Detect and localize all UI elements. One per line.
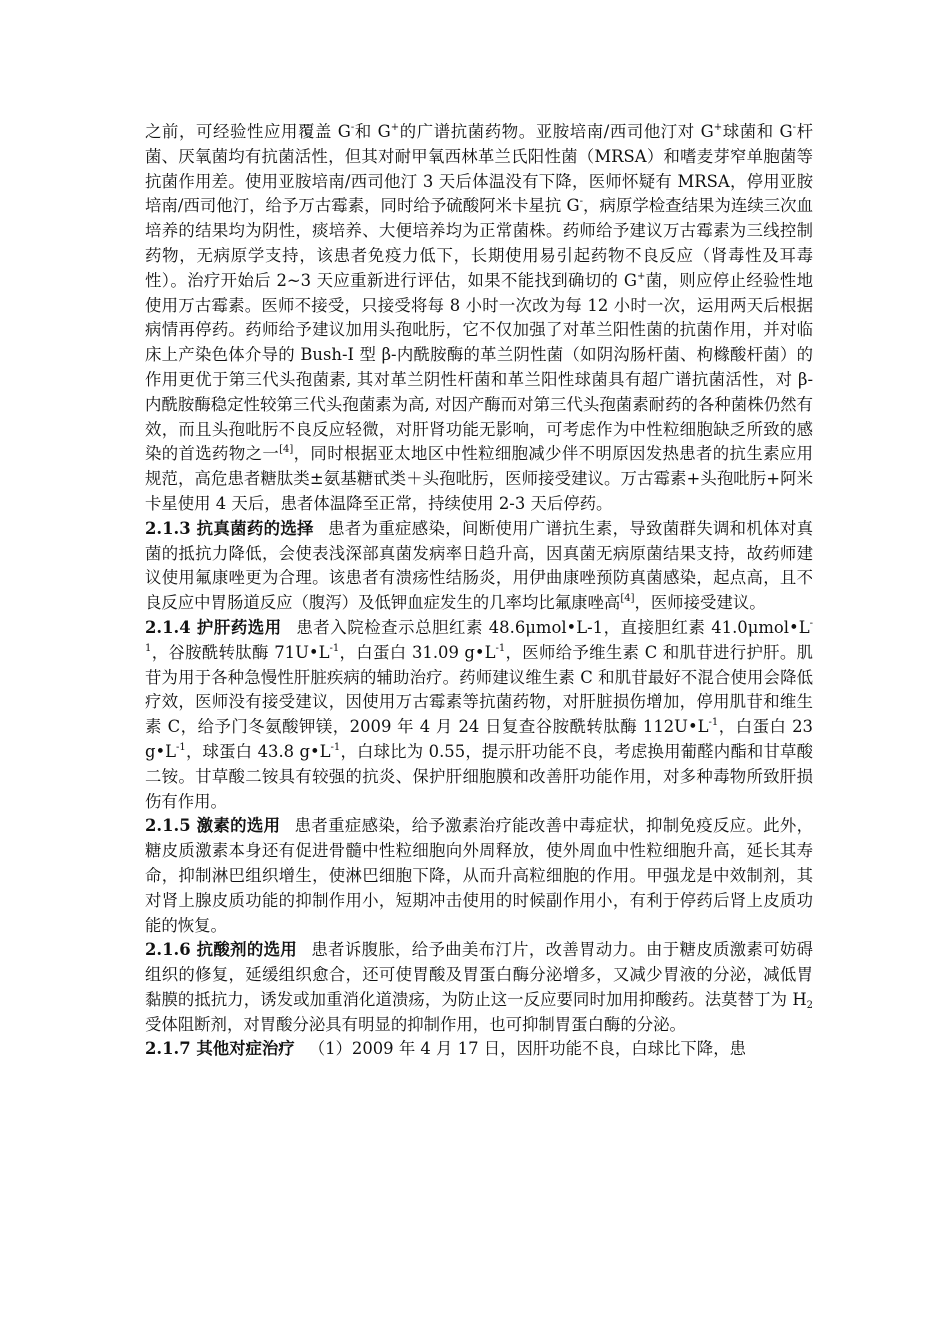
text-run: 患者诉腹胀，给予曲美布汀片，改善胃动力。由于糖皮质激素可妨碍组织的修复，延缓组织愈合，还可使胃酸及胃蛋白酶分泌增多，又减少胃液的分泌，减低胃黏膜的抵抗力，诱发或加重消化道溃疡，为防止这一反应要同时加用抑酸药。法莫替丁为 H bbox=[145, 940, 813, 1009]
text-run: ，球蛋白 43.8 g•L bbox=[185, 741, 331, 761]
text-run: ，医师给予维生素 C 和肌苷进行护肝。肌苷为用于各种急慢性肝脏疾病的辅助治疗。药师建议维生素 C 和肌苷最好不混合使用会降低疗效，医师没有接受建议，因使用万古霉素等抗菌药物，对肝脏损伤增加，停用肌苷和维生素 C，给予门冬氨酸钾镁，2009 年 4 月 24 日复查谷胺酰转肽酶 112U•L bbox=[145, 642, 814, 737]
superscript: + bbox=[637, 270, 646, 282]
superscript: - bbox=[350, 122, 355, 133]
text-run: （1）2009 年 4 月 17 日，因肝功能不良，白球比下降，患 bbox=[308, 1039, 746, 1059]
superscript: -1 bbox=[330, 741, 341, 753]
paragraph-antibiotic-continuation bbox=[145, 120, 813, 517]
text-run: 球菌和 G bbox=[722, 122, 793, 141]
section-heading: 2.1.6 抗酸剂的选用 bbox=[145, 940, 298, 960]
superscript: -1 bbox=[708, 717, 719, 729]
text-run: 患者重症感染，给予激素治疗能改善中毒症状，抑制免疫反应。此外，糖皮质激素本身还有促进骨髓中性粒细胞向外周释放，使外周血中性粒细胞升高，延长其寿命，抑制淋巴组织增生，使淋巴细胞下降，从而升高粒细胞的作用。甲强龙是中效制剂，其对肾上腺皮质功能的抑制作用小，短期冲击使用的时候副作用小，有利于停药后肾上皮质功能的恢复。 bbox=[145, 816, 813, 935]
document-page bbox=[145, 120, 813, 1062]
text-run: 患者入院检查示总胆红素 48.6μmol•L-1，直接胆红素 41.0μmol•L bbox=[295, 617, 810, 637]
text-run: 的广谱抗菌药物。亚胺培南/西司他汀对 G bbox=[399, 122, 714, 141]
section-heading: 2.1.5 激素的选用 bbox=[145, 816, 281, 836]
superscript: -1 bbox=[145, 617, 813, 654]
text-run: 患者为重症感染，间断使用广谱抗生素，导致菌群失调和机体对真菌的抵抗力降低，会使表浅深部真菌发病率日趋升高，因真菌无病原菌结果支持，故药师建议使用氟康唑更为合理。该患者有溃疡性结肠炎，用伊曲康唑预防真菌感染，起点高，且不良反应中胃肠道反应（腹泻）及低钾血症发生的几率均比氟康唑高 bbox=[145, 518, 813, 613]
citation-ref: [4] bbox=[279, 444, 294, 456]
superscript: -1 bbox=[495, 642, 506, 654]
section-heading: 2.1.3 抗真菌药的选择 bbox=[145, 518, 314, 538]
section-2-1-6 bbox=[145, 938, 813, 1037]
subscript: 2 bbox=[806, 999, 813, 1011]
superscript: + bbox=[390, 122, 400, 133]
superscript: - bbox=[579, 196, 583, 208]
text-run: 菌，则应停止经验性地使用万古霉素。医师不接受，只接受将每 8 小时一次改为每 12 小时一次，运用两天后根据病情再停药。药师给予建议加用头孢吡肟，它不仅加强了对革兰阳性菌的抗菌作用，并对临床上产染色体介导的 Bush-I 型 β-内酰胺酶的革兰阴性菌（如阴沟肠杆菌、枸橼酸杆菌）的作用更优于第三代头孢菌素, 其对革兰阴性杆菌和革兰阳性球菌具有超广谱抗菌活性，对 β-内酰胺酶稳定性较第三代头孢菌素为高, 对因产酶而对第三代头孢菌素耐药的各种菌株仍然有效，而且头孢吡肟不良反应轻微，对肝肾功能无影响，可考虑作为中性粒细胞缺乏所致的感染的首选药物之一 bbox=[145, 270, 813, 464]
superscript: + bbox=[713, 122, 723, 133]
text-run: 之前，可经验性应用覆盖 G bbox=[145, 122, 351, 141]
section-2-1-7 bbox=[145, 1037, 813, 1062]
section-2-1-3 bbox=[145, 517, 813, 616]
text-run: ，医师接受建议。 bbox=[634, 593, 766, 613]
text-run: 杆菌、厌氧菌均有抗菌活性，但其对耐甲氧西林革兰氏阳性菌（MRSA）和嗜麦芽窄单胞菌等抗菌作用差。使用亚胺培南/西司他汀 3 天后体温没有下降，医师怀疑有 MRSA，停用亚胺培南/西司他汀，给予万古霉素，同时给予硫酸阿米卡星抗 G bbox=[145, 122, 813, 216]
superscript: -1 bbox=[176, 741, 186, 753]
text-run: ，谷胺酰转肽酶 71U•L bbox=[151, 642, 330, 662]
text-run: ，白蛋白 31.09 g•L bbox=[339, 642, 496, 662]
superscript: - bbox=[792, 122, 796, 133]
text-run: 和 G bbox=[354, 122, 391, 141]
text-run: ，同时根据亚太地区中性粒细胞减少伴不明原因发热患者的抗生素应用规范，高危患者糖肽类±氨基糖甙类＋头孢吡肟，医师接受建议。万古霉素+头孢吡肟+阿米卡星使用 4 天后，患者体温降至正常，持续使用 2-3 天后停药。 bbox=[145, 444, 814, 513]
text-run: ，白蛋白 23 g•L bbox=[145, 717, 813, 761]
section-heading: 2.1.4 护肝药选用 bbox=[145, 617, 282, 637]
section-heading: 2.1.7 其他对症治疗 bbox=[145, 1039, 295, 1059]
section-2-1-5 bbox=[145, 814, 813, 938]
superscript: -1 bbox=[329, 642, 340, 654]
citation-ref: [4] bbox=[620, 593, 635, 605]
text-run: ，病原学检查结果为连续三次血培养的结果均为阴性，痰培养、大便培养均为正常菌株。药师给予建议万古霉素为三线控制药物，无病原学支持，该患者免疫力低下，长期使用易引起药物不良反应（肾毒性及耳毒性）。治疗开始后 2~3 天应重新进行评估，如果不能找到确切的 G bbox=[145, 196, 813, 290]
section-2-1-4 bbox=[145, 616, 813, 814]
text-run: 受体阻断剂，对胃酸分泌具有明显的抑制作用，也可抑制胃蛋白酶的分泌。 bbox=[145, 1014, 686, 1034]
text-run: ，白球比为 0.55，提示肝功能不良，考虑换用葡醛内酯和甘草酸二铵。甘草酸二铵具有较强的抗炎、保护肝细胞膜和改善肝功能作用，对多种毒物所致肝损伤有作用。 bbox=[145, 741, 813, 811]
